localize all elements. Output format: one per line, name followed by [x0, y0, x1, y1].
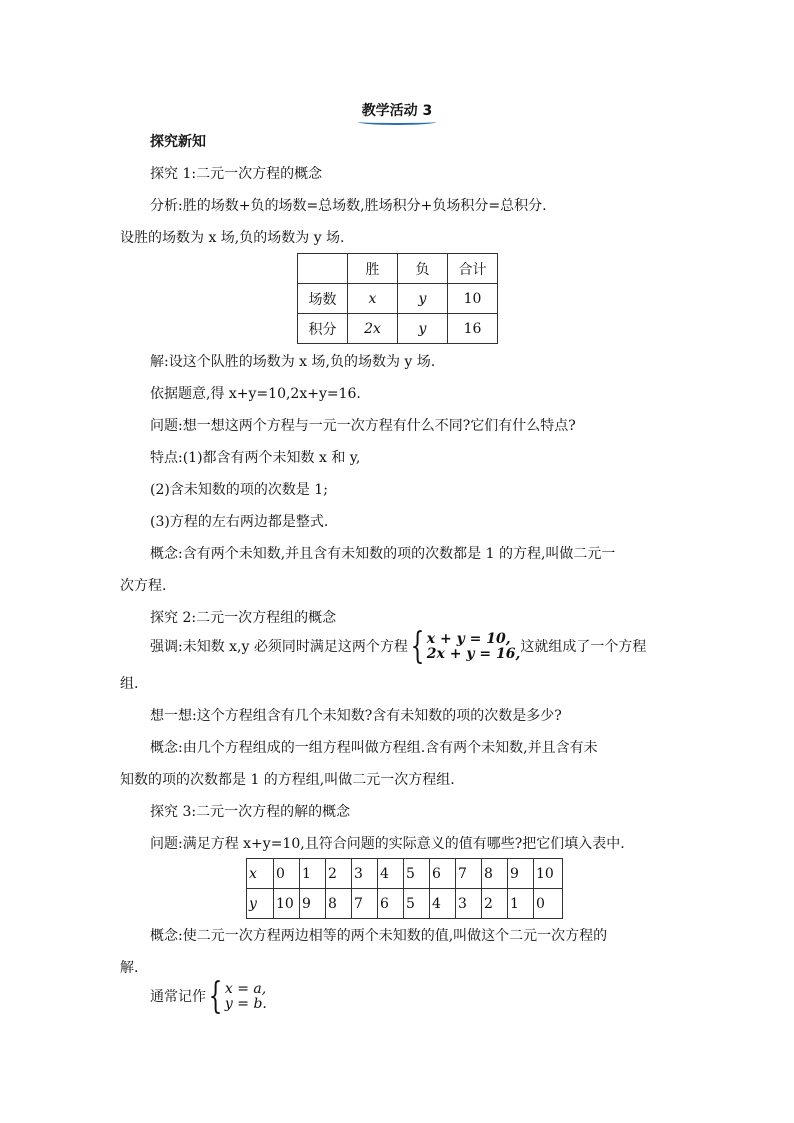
concept2-line1: 概念:由几个方程组成的一组方程叫做方程组.含有两个未知数,并且含有未 — [150, 740, 598, 756]
think-text: 想一想:这个方程组含有几个未知数?含有未知数的项的次数是多少? — [150, 708, 562, 724]
emphasis-text: 强调:未知数 x,y 必须同时满足这两个方程 — [150, 639, 408, 655]
table-cell: 合计 — [448, 254, 498, 284]
explore1-heading: 探究 1:二元一次方程的概念 — [150, 166, 323, 182]
concept3-line2: 解. — [120, 960, 139, 976]
feature-3: (3)方程的左右两边都是整式. — [150, 514, 329, 530]
table-cell: 9 — [300, 889, 326, 919]
table-cell: 8 — [326, 889, 352, 919]
equations-text: 依据题意,得 x+y=10,2x+y=16. — [150, 386, 361, 402]
table-cell: 胜 — [348, 254, 398, 284]
question-text: 问题:想一想这两个方程与一元一次方程有什么不同?它们有什么特点? — [150, 418, 576, 434]
setup-text: 设胜的场数为 x 场,负的场数为 y 场. — [120, 230, 345, 246]
table-cell: 9 — [508, 859, 534, 889]
table-cell: 2 — [326, 859, 352, 889]
table-cell: 8 — [482, 859, 508, 889]
section-heading: 探究新知 — [150, 134, 206, 150]
table-cell: 2 — [482, 889, 508, 919]
table-cell: y — [247, 889, 274, 919]
emphasis-line — [150, 626, 647, 667]
table-cell: 3 — [352, 859, 378, 889]
table-row — [298, 314, 498, 344]
table-cell: 6 — [430, 859, 456, 889]
win-loss-table — [297, 253, 498, 344]
solution-eq-2: y = b. — [224, 996, 267, 1012]
table-cell: x — [348, 284, 398, 314]
table-cell: 1 — [300, 859, 326, 889]
table-cell: 场数 — [298, 284, 348, 314]
table-cell: 5 — [404, 889, 430, 919]
notation-line — [150, 976, 267, 1017]
question3-text: 问题:满足方程 x+y=10,且符合问题的实际意义的值有哪些?把它们填入表中. — [150, 836, 625, 852]
solution-text: 解:设这个队胜的场数为 x 场,负的场数为 y 场. — [150, 354, 436, 370]
table-cell: 5 — [404, 859, 430, 889]
table-cell: y — [398, 284, 448, 314]
left-brace: { — [208, 976, 223, 1017]
table-cell: 7 — [456, 859, 482, 889]
activity-title: 教学活动 3 — [0, 100, 794, 122]
table-cell: 4 — [378, 859, 404, 889]
concept1-line1: 概念:含有两个未知数,并且含有未知数的项的次数都是 1 的方程,叫做二元一 — [150, 546, 616, 562]
table-cell: 16 — [448, 314, 498, 344]
concept2-line2: 知数的项的次数都是 1 的方程组,叫做二元一次方程组. — [120, 772, 455, 788]
table-cell: 4 — [430, 889, 456, 919]
table-cell: 0 — [274, 859, 300, 889]
solution-eq-1: x = a, — [224, 981, 267, 997]
table-cell: 积分 — [298, 314, 348, 344]
table-cell: 10 — [274, 889, 300, 919]
feature-1: 特点:(1)都含有两个未知数 x 和 y, — [150, 450, 361, 466]
table-cell: 6 — [378, 889, 404, 919]
analysis-text: 分析:胜的场数+负的场数=总场数,胜场积分+负场积分=总积分. — [150, 198, 547, 214]
table-cell: 0 — [534, 889, 563, 919]
solution-system — [225, 982, 267, 1012]
table-cell: 10 — [534, 859, 563, 889]
table-cell: 2x — [348, 314, 398, 344]
table-cell: 1 — [508, 889, 534, 919]
table-row — [298, 254, 498, 284]
explore2-heading: 探究 2:二元一次方程组的概念 — [150, 610, 337, 626]
equation-system — [427, 632, 521, 662]
left-brace: { — [410, 626, 425, 667]
concept3-line1: 概念:使二元一次方程两边相等的两个未知数的值,叫做这个二元一次方程的 — [150, 928, 608, 944]
notation-text: 通常记作 — [150, 989, 206, 1005]
table-cell: 3 — [456, 889, 482, 919]
table-row — [247, 889, 563, 919]
table-cell: x — [247, 859, 274, 889]
table-cell: 负 — [398, 254, 448, 284]
equation-1: x + y = 10, — [426, 631, 511, 647]
table-row — [298, 284, 498, 314]
solution-value-table — [246, 858, 563, 919]
table-cell: 7 — [352, 889, 378, 919]
explore3-heading: 探究 3:二元一次方程的解的概念 — [150, 804, 351, 820]
concept1-line2: 次方程. — [120, 578, 167, 594]
emphasis-line2: 组. — [120, 676, 139, 692]
table-row — [247, 859, 563, 889]
table-cell — [298, 254, 348, 284]
table-cell: y — [398, 314, 448, 344]
table-cell: 10 — [448, 284, 498, 314]
emphasis-text-end: 这就组成了一个方程 — [520, 639, 647, 655]
equation-2: 2x + y = 16, — [426, 646, 521, 662]
feature-2: (2)含未知数的项的次数是 1; — [150, 482, 328, 498]
